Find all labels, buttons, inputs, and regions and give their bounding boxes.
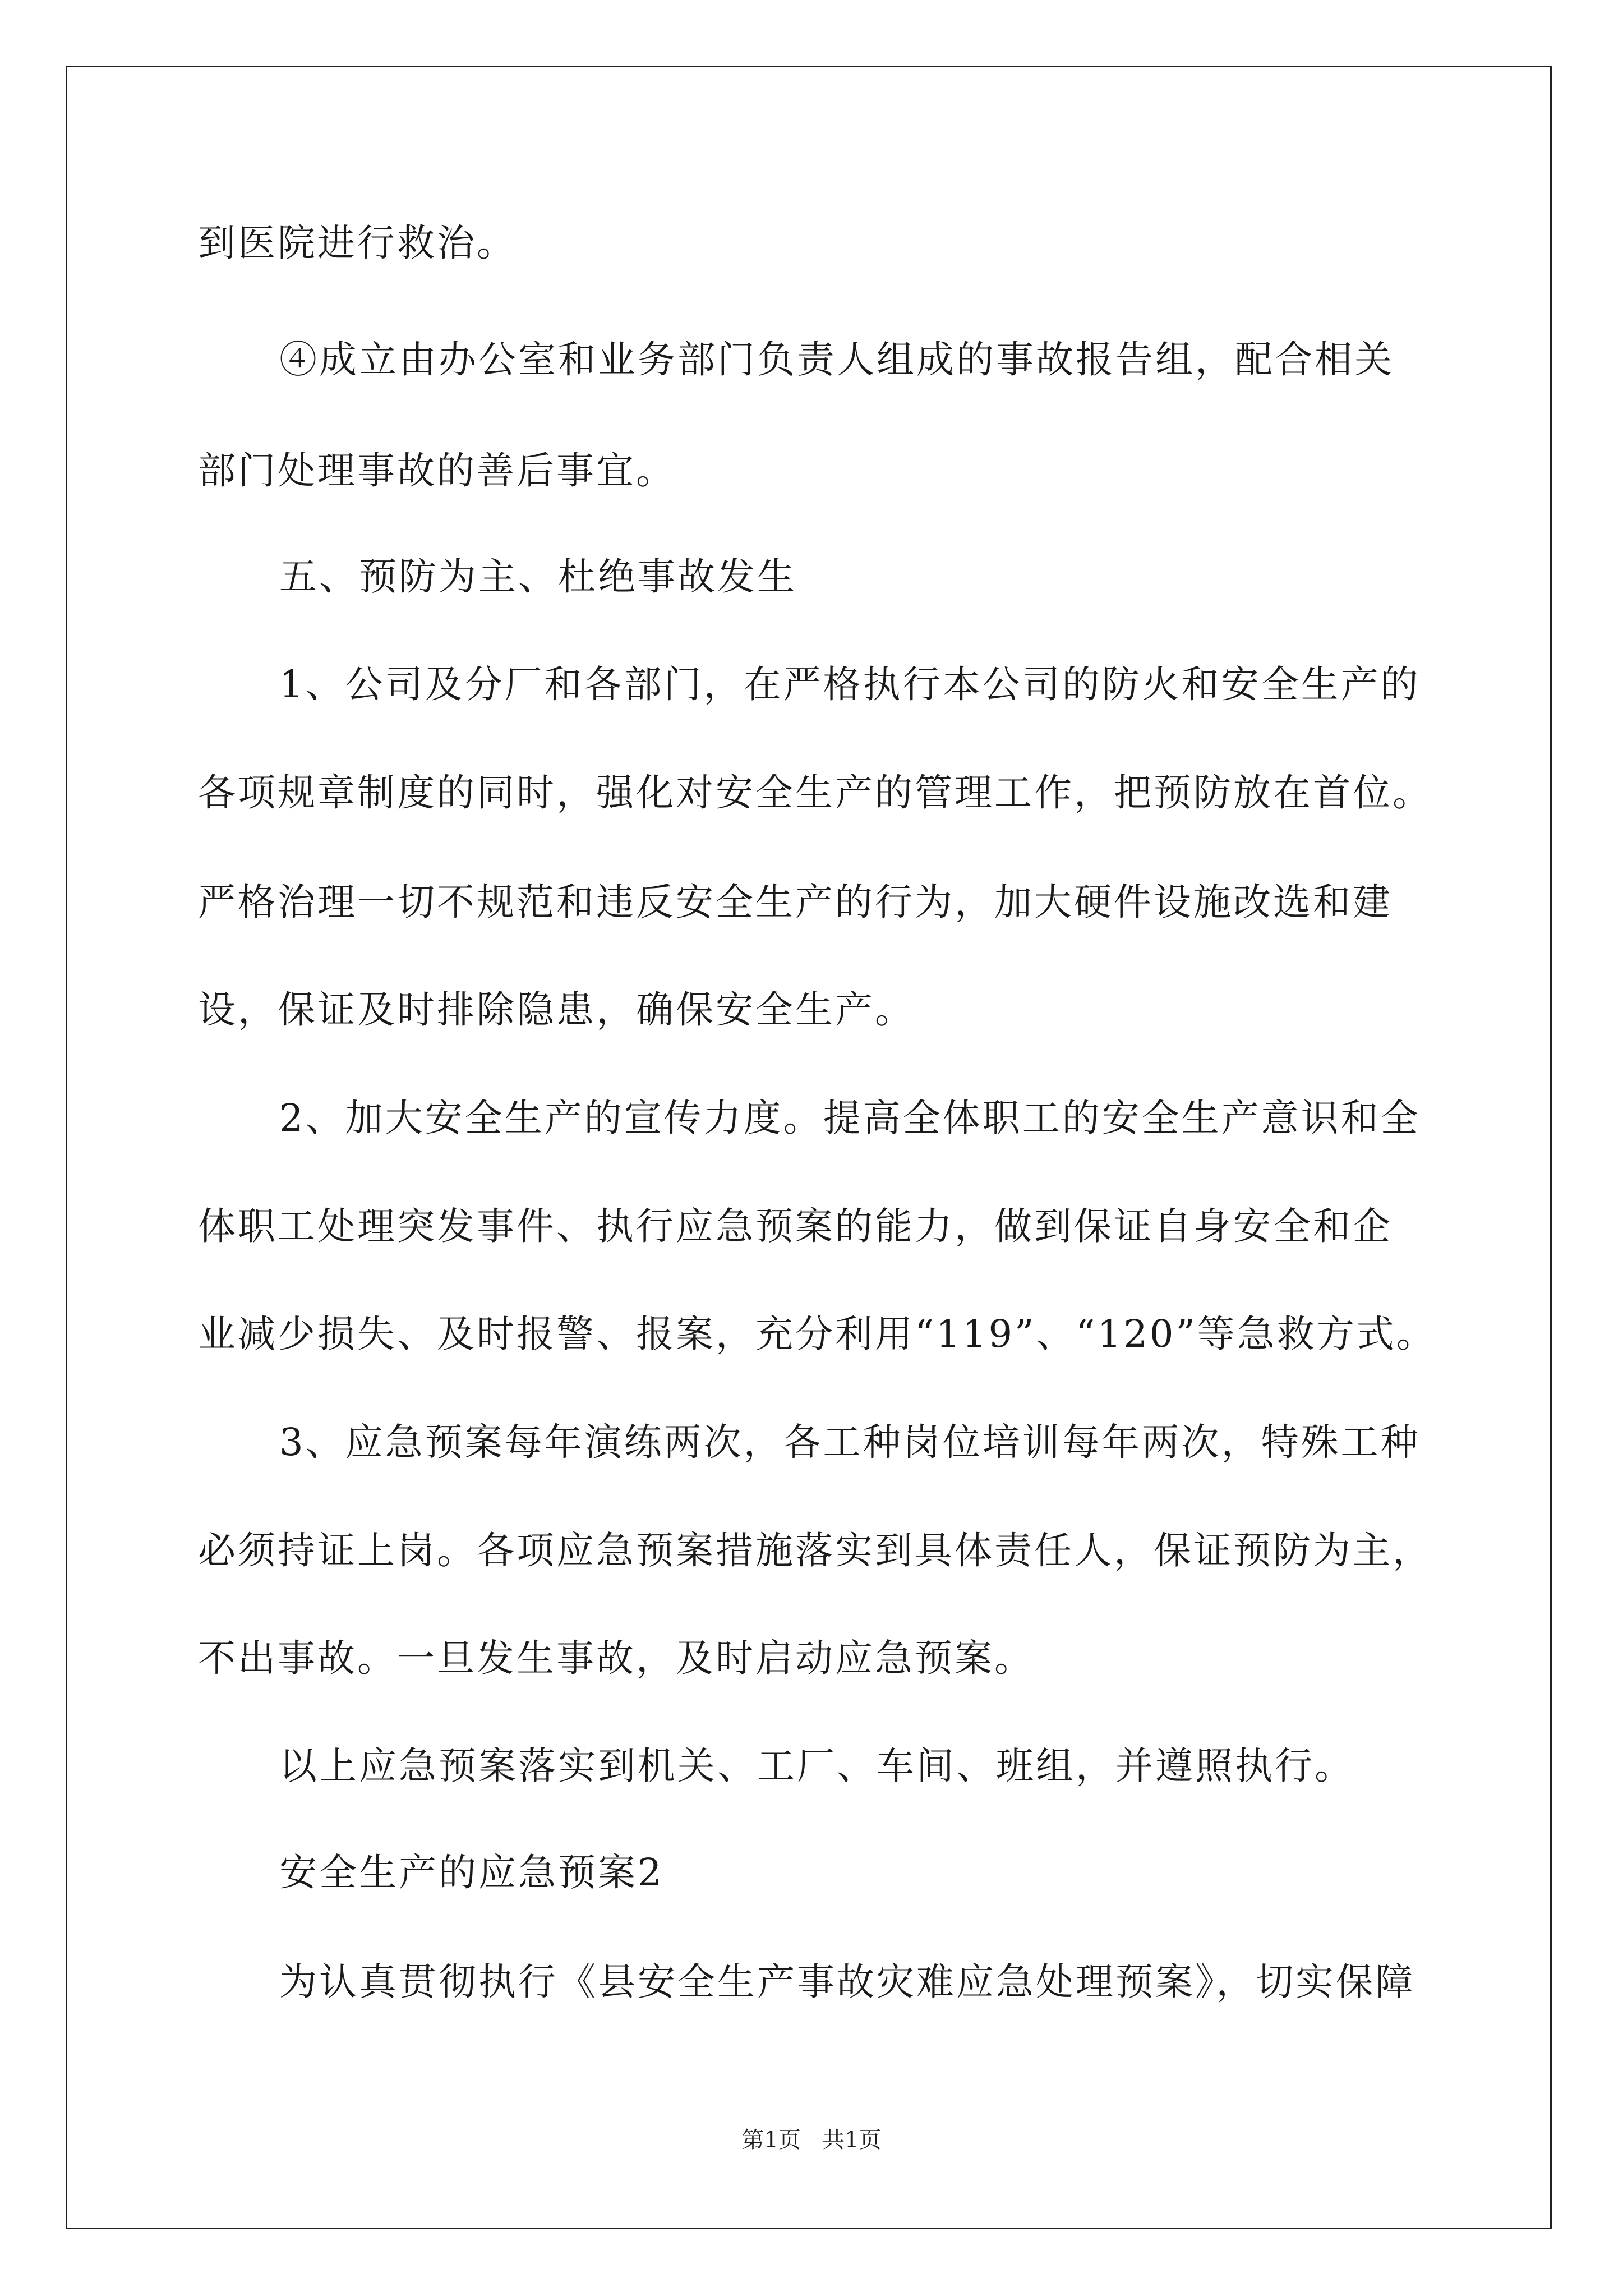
text-line: 各项规章制度的同时，强化对安全生产的管理工作，把预防放在首位。 <box>198 771 1432 815</box>
text-line: 不出事故。一旦发生事故，及时启动应急预案。 <box>198 1636 1034 1680</box>
text-line: ④成立由办公室和业务部门负责人组成的事故报告组，配合相关 <box>279 338 1394 381</box>
section-heading: 五、预防为主、杜绝事故发生 <box>279 555 797 599</box>
text-line: 2、加大安全生产的宣传力度。提高全体职工的安全生产意识和全 <box>279 1096 1421 1140</box>
text-line: 到医院进行救治。 <box>198 221 517 265</box>
text-line: 1、公司及分厂和各部门，在严格执行本公司的防火和安全生产的 <box>279 662 1421 706</box>
text-line: 严格治理一切不规范和违反安全生产的行为，加大硬件设施改选和建 <box>198 880 1393 924</box>
text-line: 业减少损失、及时报警、报案，充分利用“119”、“120”等急救方式。 <box>198 1312 1436 1356</box>
text-line: 以上应急预案落实到机关、工厂、车间、班组，并遵照执行。 <box>279 1744 1354 1788</box>
text-line: 设，保证及时排除隐患，确保安全生产。 <box>198 988 915 1032</box>
section-heading: 安全生产的应急预案2 <box>279 1851 664 1894</box>
text-line: 为认真贯彻执行《县安全生产事故灾难应急处理预案》，切实保障 <box>279 1960 1415 2004</box>
page-border <box>66 66 1552 2229</box>
page-number-footer: 第1页 共1页 <box>741 2127 882 2153</box>
text-line: 必须持证上岗。各项应急预案措施落实到具体责任人，保证预防为主， <box>198 1529 1432 1572</box>
text-line: 部门处理事故的善后事宜。 <box>198 449 676 493</box>
text-line: 3、应急预案每年演练两次，各工种岗位培训每年两次，特殊工种 <box>279 1420 1421 1464</box>
text-line: 体职工处理突发事件、执行应急预案的能力，做到保证自身安全和企 <box>198 1204 1393 1248</box>
